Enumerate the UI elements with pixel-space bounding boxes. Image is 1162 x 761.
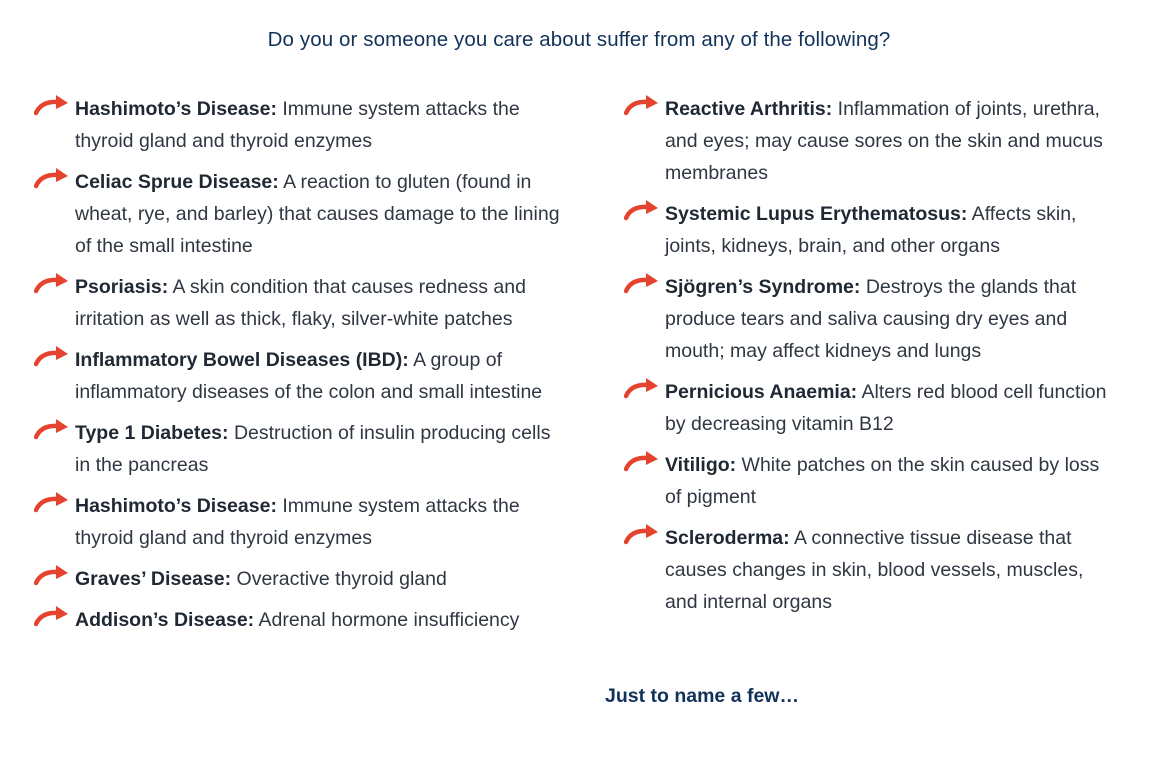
condition-description: A connective tissue disease that causes changes in skin, blood vessels, muscles, and internal organs xyxy=(665,527,1084,613)
curved-arrow-icon xyxy=(34,344,70,368)
condition-description: Immune system attacks the thyroid gland and thyroid enzymes xyxy=(75,495,520,549)
condition-item xyxy=(34,417,562,481)
condition-item xyxy=(624,198,1114,262)
condition-description: White patches on the skin caused by loss of pigment xyxy=(665,454,1100,508)
condition-list-right xyxy=(624,93,1114,627)
footer-note: Just to name a few… xyxy=(605,685,799,707)
curved-arrow-icon xyxy=(34,417,70,441)
condition-item xyxy=(34,344,562,408)
condition-list-left xyxy=(34,93,562,645)
condition-name: Addison’s Disease: xyxy=(75,609,255,631)
condition-name: Pernicious Anaemia: xyxy=(665,381,858,403)
condition-description: Immune system attacks the thyroid gland and thyroid enzymes xyxy=(75,98,520,152)
condition-name: Systemic Lupus Erythematosus: xyxy=(665,203,968,225)
condition-item xyxy=(34,271,562,335)
condition-name: Vitiligo: xyxy=(665,454,737,476)
condition-description: Overactive thyroid gland xyxy=(231,568,447,590)
curved-arrow-icon xyxy=(34,93,70,117)
condition-item xyxy=(34,166,562,262)
curved-arrow-icon xyxy=(34,490,70,514)
condition-description: A reaction to gluten (found in wheat, rye, and barley) that causes damage to the lining of the small intestine xyxy=(75,171,560,257)
curved-arrow-icon xyxy=(624,271,660,295)
condition-description: Affects skin, joints, kidneys, brain, and other organs xyxy=(665,203,1077,257)
condition-item xyxy=(34,490,562,554)
curved-arrow-icon xyxy=(624,376,660,400)
condition-item xyxy=(624,449,1114,513)
condition-name: Celiac Sprue Disease: xyxy=(75,171,279,193)
condition-item xyxy=(624,93,1114,189)
condition-description: Destroys the glands that produce tears and saliva causing dry eyes and mouth; may affect kidneys and lungs xyxy=(665,276,1077,362)
condition-description: A group of inflammatory diseases of the colon and small intestine xyxy=(75,349,543,403)
condition-item xyxy=(624,376,1114,440)
page-heading: Do you or someone you care about suffer from any of the following? xyxy=(267,28,891,51)
condition-item xyxy=(34,93,562,157)
condition-name: Psoriasis: xyxy=(75,276,169,298)
condition-name: Scleroderma: xyxy=(665,527,790,549)
condition-item xyxy=(624,271,1114,367)
condition-item xyxy=(624,522,1114,618)
condition-name: Graves’ Disease: xyxy=(75,568,232,590)
curved-arrow-icon xyxy=(34,563,70,587)
condition-item xyxy=(34,563,562,595)
condition-description: Inflammation of joints, urethra, and eyes; may cause sores on the skin and mucus membranes xyxy=(665,98,1103,184)
condition-name: Type 1 Diabetes: xyxy=(75,422,229,444)
curved-arrow-icon xyxy=(624,93,660,117)
condition-name: Reactive Arthritis: xyxy=(665,98,833,120)
curved-arrow-icon xyxy=(624,522,660,546)
condition-name: Hashimoto’s Disease: xyxy=(75,495,277,517)
condition-description: Alters red blood cell function by decreasing vitamin B12 xyxy=(665,381,1107,435)
condition-name: Inflammatory Bowel Diseases (IBD): xyxy=(75,349,409,371)
condition-description: Destruction of insulin producing cells in the pancreas xyxy=(75,422,551,476)
condition-description: A skin condition that causes redness and irritation as well as thick, flaky, silver-white patches xyxy=(75,276,526,330)
curved-arrow-icon xyxy=(624,449,660,473)
curved-arrow-icon xyxy=(624,198,660,222)
curved-arrow-icon xyxy=(34,604,70,628)
curved-arrow-icon xyxy=(34,166,70,190)
condition-description: Adrenal hormone insufficiency xyxy=(254,609,520,631)
condition-name: Sjögren’s Syndrome: xyxy=(665,276,861,298)
condition-item xyxy=(34,604,562,636)
curved-arrow-icon xyxy=(34,271,70,295)
condition-name: Hashimoto’s Disease: xyxy=(75,98,277,120)
